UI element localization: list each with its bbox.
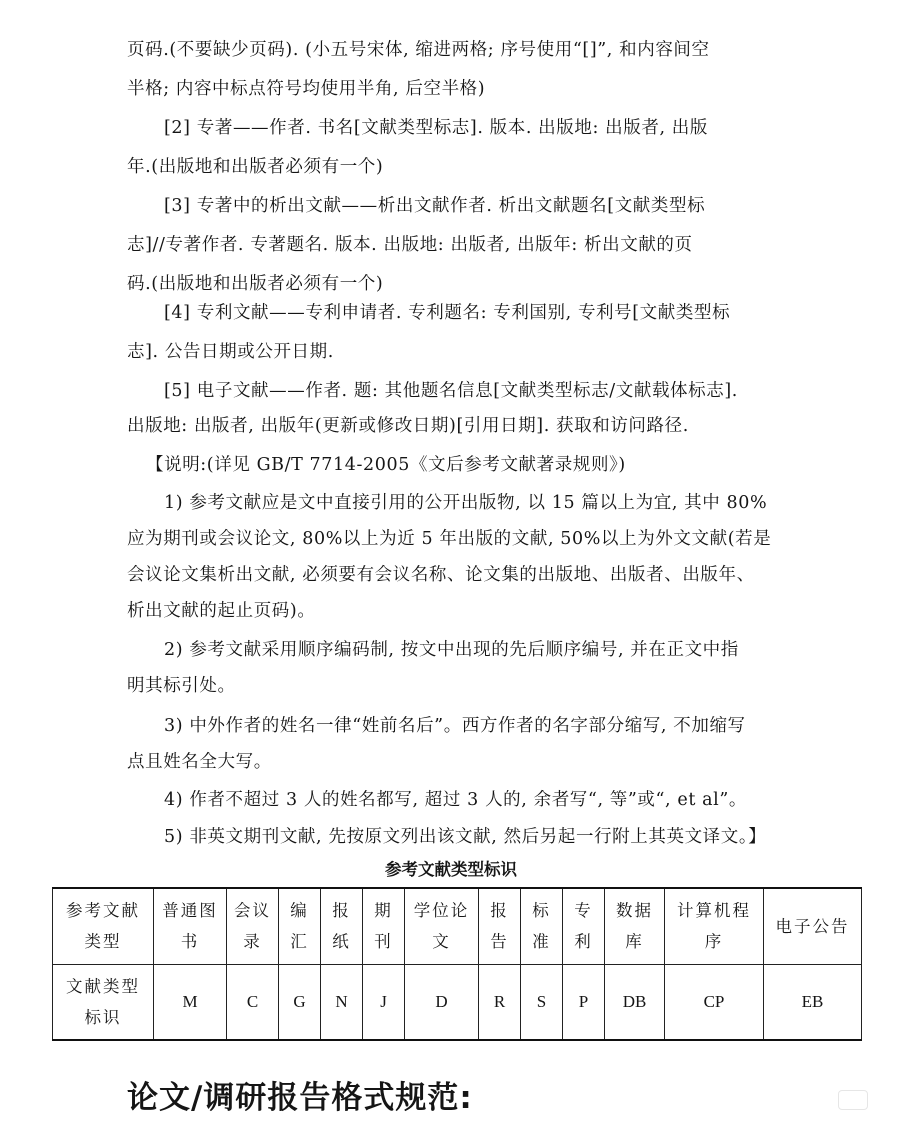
table-cell: D [405, 964, 479, 1040]
body-line: 2) 参考文献采用顺序编码制, 按文中出现的先后顺序编号, 并在正文中指 [164, 640, 739, 660]
body-line: [4] 专利文献——专利申请者. 专利题名: 专利国别, 专利号[文献类型标 [164, 303, 731, 323]
body-line: 半格; 内容中标点符号均使用半角, 后空半格) [127, 79, 486, 99]
table-cell: C [227, 964, 279, 1040]
body-line: 1) 参考文献应是文中直接引用的公开出版物, 以 15 篇以上为宜, 其中 80% [164, 493, 768, 513]
table-cell: R [479, 964, 521, 1040]
body-line: [5] 电子文献——作者. 题: 其他题名信息[文献类型标志/文献载体标志]. [164, 381, 738, 401]
body-line: 志]//专著作者. 专著题名. 版本. 出版地: 出版者, 出版年: 析出文献的页 [127, 235, 693, 255]
section-heading: 论文/调研报告格式规范: [127, 1080, 473, 1116]
table-cell: 参考文献类型 [53, 888, 154, 964]
body-line: 应为期刊或会议论文, 80%以上为近 5 年出版的文献, 50%以上为外文文献(若是 [127, 529, 772, 549]
body-line: 明其标引处。 [127, 676, 236, 696]
table-cell: DB [605, 964, 665, 1040]
body-line: 会议论文集析出文献, 必须要有会议名称、论文集的出版地、出版者、出版年、 [127, 565, 755, 585]
body-line: 5) 非英文期刊文献, 先按原文列出该文献, 然后另起一行附上其英文译文。】 [164, 827, 767, 847]
table-cell: 普通图书 [154, 888, 227, 964]
table-cell: 期刊 [363, 888, 405, 964]
table-cell: J [363, 964, 405, 1040]
table-cell: 专利 [563, 888, 605, 964]
table-caption: 参考文献类型标识 [385, 860, 517, 879]
table-cell: 电子公告 [764, 888, 862, 964]
table-cell: 报告 [479, 888, 521, 964]
table-cell: S [521, 964, 563, 1040]
table-cell: 学位论文 [405, 888, 479, 964]
body-line: 出版地: 出版者, 出版年(更新或修改日期)[引用日期]. 获取和访问路径. [127, 416, 689, 436]
table-cell: 计算机程序 [665, 888, 764, 964]
body-line: [3] 专著中的析出文献——析出文献作者. 析出文献题名[文献类型标 [164, 196, 706, 216]
table-cell: M [154, 964, 227, 1040]
body-line: 志]. 公告日期或公开日期. [127, 342, 334, 362]
table-cell: CP [665, 964, 764, 1040]
body-line: 析出文献的起止页码)。 [127, 601, 316, 621]
watermark-mark [838, 1090, 868, 1110]
table-cell: 数据库 [605, 888, 665, 964]
body-line: [2] 专著——作者. 书名[文献类型标志]. 版本. 出版地: 出版者, 出版 [164, 118, 708, 138]
table-cell: G [279, 964, 321, 1040]
table-row [53, 888, 862, 964]
table-cell: 报纸 [321, 888, 363, 964]
table-cell: EB [764, 964, 862, 1040]
table-cell: 标准 [521, 888, 563, 964]
body-line: 【说明:(详见 GB/T 7714-2005《文后参考文献著录规则》) [146, 455, 626, 475]
body-line: 码.(出版地和出版者必须有一个) [127, 274, 384, 294]
table-cell: P [563, 964, 605, 1040]
body-line: 年.(出版地和出版者必须有一个) [127, 157, 384, 177]
table-row [53, 964, 862, 1040]
table-cell: 会议录 [227, 888, 279, 964]
document-type-table [52, 887, 862, 1041]
table-cell: N [321, 964, 363, 1040]
body-line: 4) 作者不超过 3 人的姓名都写, 超过 3 人的, 余者写“, 等”或“, et al”。 [164, 790, 748, 810]
body-line: 页码.(不要缺少页码). (小五号宋体, 缩进两格; 序号使用“[]”, 和内容间空 [127, 40, 710, 60]
body-line: 3) 中外作者的姓名一律“姓前名后”。西方作者的名字部分缩写, 不加缩写 [164, 716, 746, 736]
table-cell: 编汇 [279, 888, 321, 964]
table-cell: 文献类型标识 [53, 964, 154, 1040]
body-line: 点且姓名全大写。 [127, 752, 272, 772]
